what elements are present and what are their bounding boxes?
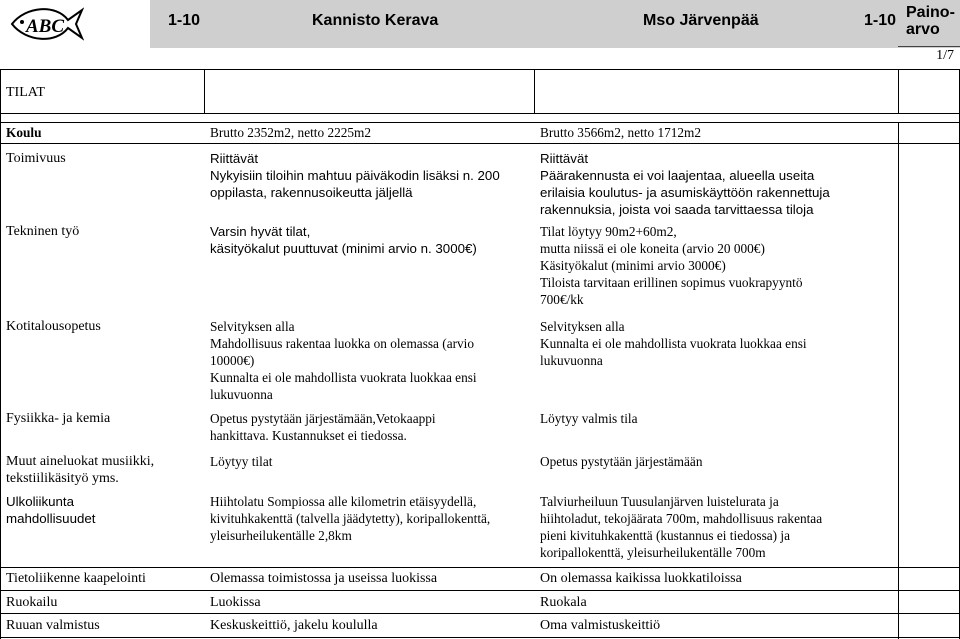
text-line: kivituhkakenttä (talvella jäädytetty), koripallokenttä, [210,511,491,526]
text-line: Selvityksen alla [540,319,625,334]
grid-line [204,69,205,114]
text-line: Päärakennusta ei voi laajentaa, alueella useita [540,168,815,183]
text-line: Kunnalta ei ole mahdollista vuokrata luokkaa ensi [210,370,477,385]
text-line: lukuvuonna [540,353,603,368]
row-label-tekninen-tyo: Tekninen työ [6,224,80,239]
text-line: käsityökalut puuttuvat (minimi arvio n. 3000€) [210,241,477,256]
row-label-muut-aineluokat [6,453,154,487]
text-line: koripallokenttä, yleisurheilukentälle 700m [540,545,766,560]
text-line: Varsin hyvät tilat, [210,224,311,239]
logo-cell [0,0,150,48]
tekninen-left [210,223,477,257]
text-line: Talviurheiluun Tuusulanjärven luistelurata ja [540,494,779,509]
text-line: mahdollisuudet [6,511,96,526]
grid-line [0,69,1,639]
ulkoliikunta-left [210,493,490,544]
text-line: Hiihtolatu Sompiossa alle kilometrin etäisyydellä, [210,494,477,509]
kotitalous-right [540,318,807,369]
left-school-name: Kannisto Kerava [312,12,439,29]
text-line: hankittava. Kustannukset ei tiedossa. [210,428,407,443]
tekninen-right [540,223,802,308]
toimivuus-left [210,150,500,201]
text-line: Löytyy valmis tila [540,411,638,426]
text-line: Löytyy tilat [210,454,273,469]
grid-line [0,143,960,144]
text-line: Mahdollisuus rakentaa luokka on olemassa (arvio [210,336,475,351]
grid-line [898,69,899,114]
text-line: rakennuksia, joista voi saada tarvittaessa tiloja [540,202,814,217]
page-number-divider [898,46,960,47]
grid-line [0,567,960,568]
row-label-fysiikka-kemia: Fysiikka- ja kemia [6,411,111,426]
svg-text:ABC: ABC [26,16,65,37]
page-number: 1/7 [936,48,954,63]
koulu-right-value: Brutto 3566m2, netto 1712m2 [540,125,702,140]
grid-line [0,113,960,114]
text-line: 700€/kk [540,292,584,307]
text-line: 10000€) [210,353,255,368]
text-line: pieni kivituhkakenttä (kustannus ei tiedossa) ja [540,528,790,543]
row-label-ruokailu: Ruokailu [6,595,58,610]
fish-logo-icon [8,4,84,44]
text-line: Muut aineluokat musiikki, [6,454,155,469]
grid-line [534,69,535,114]
text-line: erilaisia koulutus- ja asumiskäyttöön rakennettuja [540,185,830,200]
row-label-koulu: Koulu [6,125,42,140]
header-bar [150,0,960,48]
text-line: oppilasta, rakennusoikeutta jäljellä [210,185,413,200]
right-school-number: 1-10 [864,12,897,29]
grid-line [0,613,960,614]
text-line: lukuvuonna [210,387,273,402]
ruokailu-right: Ruokala [540,595,587,610]
text-line: Riittävät [540,151,589,166]
grid-line [0,590,960,591]
row-label-ulkoliikunta [6,493,95,527]
text-line: Opetus pystytään järjestämään,Vetokaappi [210,411,436,426]
text-line: Ulkoliikunta [6,494,74,509]
row-label-tietoliikenne: Tietoliikenne kaapelointi [6,571,146,586]
row-label-toimivuus: Toimivuus [6,151,66,166]
toimivuus-right [540,150,830,218]
fysiikka-right [540,410,638,427]
text-line: Riittävät [210,151,259,166]
text-line: Nykyisiin tiloihin mahtuu päiväkodin lisäksi n. 200 [210,168,500,183]
text-line: hiihtoladut, tekojäärata 700m, mahdollisuus rakentaa [540,511,823,526]
text-line: Tiloista tarvitaan erillinen sopimus vuokrapyyntö [540,275,803,290]
tietoliikenne-left: Olemassa toimistossa ja useissa luokissa [210,571,438,586]
row-label-ruuan-valmistus: Ruuan valmistus [6,618,100,633]
weight-label [906,4,960,38]
ruuan-valmistus-right: Oma valmistuskeittiö [540,618,661,633]
kotitalous-left [210,318,477,403]
document-header [0,0,960,70]
grid-line [898,122,899,639]
text-line: Selvityksen alla [210,319,295,334]
text-line: tekstiilikäsityö yms. [6,471,119,486]
ruuan-valmistus-left: Keskuskeittiö, jakelu koululla [210,618,378,633]
muut-right [540,453,702,470]
right-school-name: Mso Järvenpää [643,12,759,29]
muut-left [210,453,272,470]
grid-line [0,637,960,638]
fysiikka-left [210,410,436,444]
text-line: Opetus pystytään järjestämään [540,454,703,469]
grid-line [0,122,960,123]
text-line: yleisurheilukentälle 2,8km [210,528,352,543]
text-line: Käsityökalut (minimi arvio 3000€) [540,258,726,273]
koulu-left-value: Brutto 2352m2, netto 2225m2 [210,125,372,140]
grid-line [0,69,960,70]
row-label-kotitalousopetus: Kotitalousopetus [6,319,101,334]
ruokailu-left: Luokissa [210,595,261,610]
ulkoliikunta-right [540,493,822,561]
tietoliikenne-right: On olemassa kaikissa luokkatiloissa [540,571,742,586]
text-line: Tilat löytyy 90m2+60m2, [540,224,677,239]
text-line: mutta niissä ei ole koneita (arvio 20 000€) [540,241,765,256]
weight-label-line1: Paino- [906,4,955,21]
text-line: Kunnalta ei ole mahdollista vuokrata luokkaa ensi [540,336,807,351]
section-title: TILAT [6,85,45,100]
left-school-number: 1-10 [168,12,201,29]
weight-label-line2: arvo [906,21,940,38]
